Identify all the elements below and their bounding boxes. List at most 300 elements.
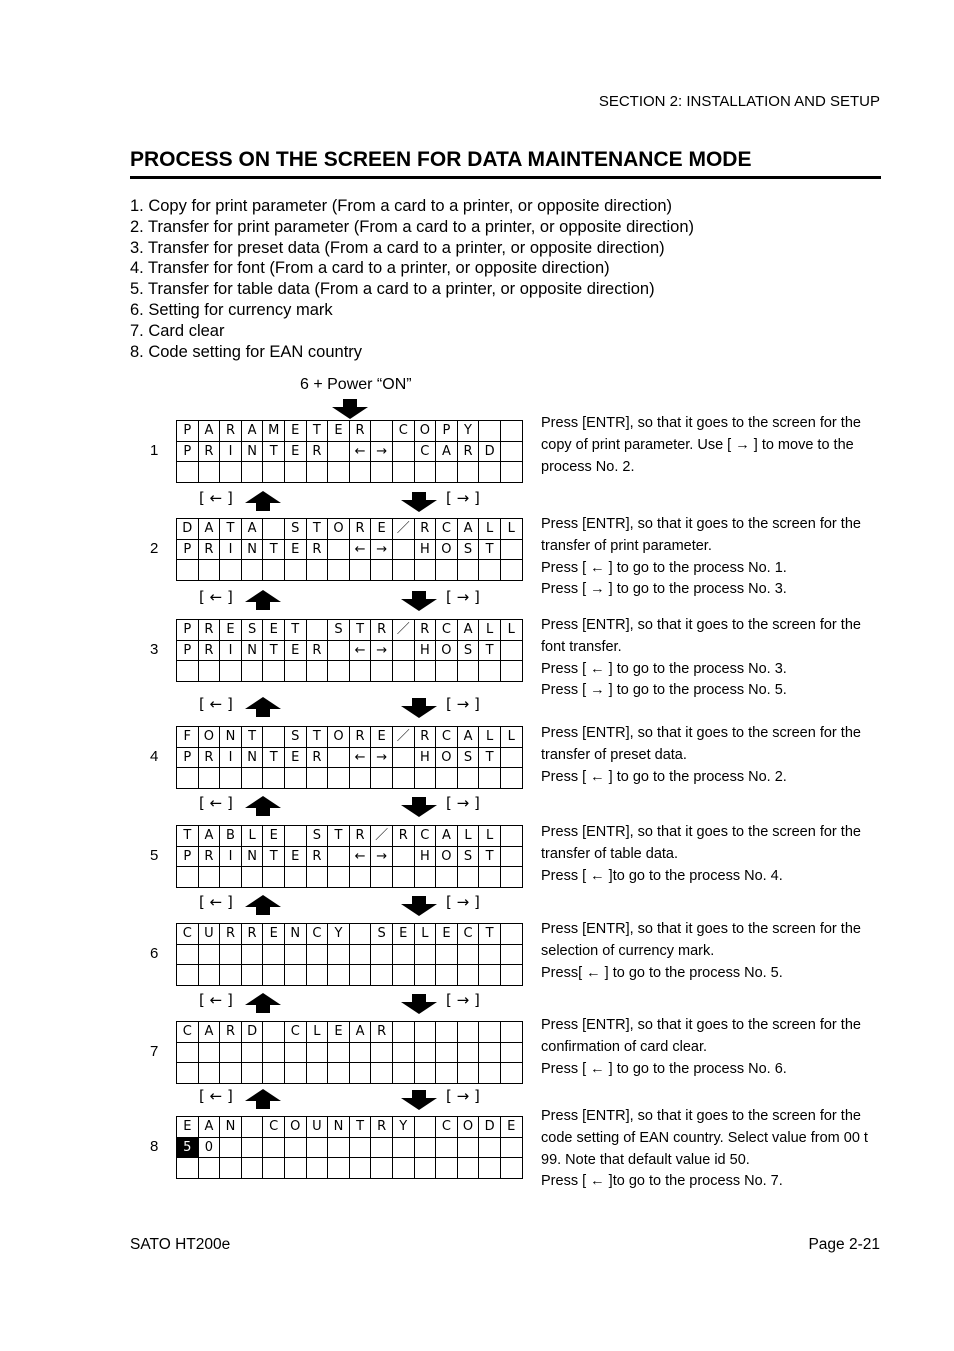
lcd-cell xyxy=(198,944,220,965)
lcd-cell: C xyxy=(306,924,328,945)
lcd-cell xyxy=(349,867,371,888)
lcd-cell xyxy=(198,1063,220,1084)
lcd-cell xyxy=(284,1063,306,1084)
lcd-cell: S xyxy=(457,846,479,867)
lcd-cell xyxy=(220,462,242,483)
lcd-cell xyxy=(241,867,263,888)
lcd-cell: I xyxy=(220,640,242,661)
lcd-cell: O xyxy=(328,727,350,748)
lcd-row xyxy=(177,1137,523,1158)
lcd-cell xyxy=(220,1063,242,1084)
lcd-cell: ← xyxy=(349,441,371,462)
lcd-row xyxy=(177,747,523,768)
lcd-cell xyxy=(500,826,522,847)
lcd-cell xyxy=(263,944,285,965)
lcd-cell xyxy=(241,944,263,965)
lcd-cell xyxy=(328,944,350,965)
lcd-cell xyxy=(392,441,414,462)
lcd-cell: O xyxy=(436,539,458,560)
page-title: PROCESS ON THE SCREEN FOR DATA MAINTENANCE MODE xyxy=(130,148,881,179)
process-description xyxy=(541,1015,884,1080)
lcd-cell: E xyxy=(263,826,285,847)
lcd-cell: P xyxy=(177,846,199,867)
process-number: 4 xyxy=(150,748,159,765)
lcd-cell xyxy=(479,944,501,965)
lcd-cell xyxy=(457,1042,479,1063)
lcd-cell xyxy=(500,1022,522,1043)
lcd-cell: L xyxy=(479,620,501,641)
lcd-cell xyxy=(241,1063,263,1084)
lcd-cell xyxy=(306,944,328,965)
lcd-cell xyxy=(457,965,479,986)
mode-item: 7. Card clear xyxy=(130,321,225,340)
lcd-row xyxy=(177,560,523,581)
lcd-cell: O xyxy=(436,747,458,768)
lcd-cell xyxy=(177,867,199,888)
lcd-cell: B xyxy=(220,826,242,847)
lcd-cell: R xyxy=(198,620,220,641)
lcd-cell xyxy=(306,867,328,888)
lcd-cell: T xyxy=(479,846,501,867)
lcd-cell: → xyxy=(371,846,393,867)
lcd-cell: N xyxy=(284,924,306,945)
lcd-cell: → xyxy=(371,747,393,768)
lcd-cell: R xyxy=(349,727,371,748)
description-line: selection of currency mark. xyxy=(541,942,715,959)
down-arrow-icon xyxy=(399,896,439,916)
lcd-cell: R xyxy=(198,846,220,867)
lcd-cell xyxy=(263,519,285,540)
lcd-cell: I xyxy=(220,539,242,560)
lcd-cell xyxy=(392,560,414,581)
description-line: Press [ENTR], so that it goes to the screen for the xyxy=(541,415,861,431)
lcd-cell xyxy=(414,1022,436,1043)
lcd-cell: O xyxy=(436,640,458,661)
up-arrow-icon xyxy=(243,590,283,610)
nav-right-label: [ → ] xyxy=(446,794,480,812)
lcd-cell xyxy=(263,560,285,581)
lcd-cell xyxy=(392,965,414,986)
description-line: Press [ ← ]to go to the process No. 4. xyxy=(541,867,783,884)
mode-item: 6. Setting for currency mark xyxy=(130,300,333,319)
lcd-cell xyxy=(177,1158,199,1179)
lcd-cell xyxy=(306,1063,328,1084)
lcd-cell xyxy=(414,560,436,581)
lcd-cell xyxy=(371,421,393,442)
lcd-cell xyxy=(479,768,501,789)
lcd-cell xyxy=(500,747,522,768)
lcd-cell xyxy=(457,560,479,581)
description-line: Press [ENTR], so that it goes to the screen for the xyxy=(541,516,861,532)
lcd-cell: N xyxy=(220,1117,242,1138)
nav-right-label: [ → ] xyxy=(446,588,480,606)
lcd-cell xyxy=(457,1137,479,1158)
lcd-cell xyxy=(500,768,522,789)
lcd-cell: D xyxy=(479,441,501,462)
lcd-cell xyxy=(436,560,458,581)
nav-right-label: [ → ] xyxy=(446,1087,480,1105)
lcd-cell xyxy=(328,462,350,483)
lcd-cell xyxy=(263,965,285,986)
lcd-cell: H xyxy=(414,539,436,560)
lcd-cell xyxy=(414,661,436,682)
lcd-cell xyxy=(306,1137,328,1158)
lcd-cell: T xyxy=(479,747,501,768)
lcd-cell xyxy=(241,462,263,483)
description-line: Press [ → ] to go to the process No. 3. xyxy=(541,581,787,598)
process-description xyxy=(541,1106,884,1193)
description-line: Press [ ← ] to go to the process No. 3. xyxy=(541,660,787,677)
lcd-cell xyxy=(500,560,522,581)
lcd-cell: E xyxy=(284,421,306,442)
lcd-cell: O xyxy=(436,846,458,867)
lcd-cell xyxy=(198,661,220,682)
lcd-cell: E xyxy=(284,539,306,560)
lcd-screen xyxy=(176,1116,523,1179)
lcd-cell xyxy=(392,661,414,682)
up-arrow-icon xyxy=(243,993,283,1013)
lcd-cell xyxy=(328,747,350,768)
lcd-cell xyxy=(414,1158,436,1179)
description-line: Press [ENTR], so that it goes to the screen for the xyxy=(541,824,861,840)
lcd-cell: C xyxy=(284,1022,306,1043)
lcd-cell xyxy=(220,768,242,789)
lcd-cell: L xyxy=(457,826,479,847)
lcd-cell xyxy=(241,661,263,682)
lcd-cell xyxy=(457,661,479,682)
lcd-cell xyxy=(500,924,522,945)
description-line: code setting of EAN country. Select value from 00 t xyxy=(541,1129,868,1146)
lcd-cell: R xyxy=(349,519,371,540)
lcd-row xyxy=(177,965,523,986)
process-description xyxy=(541,413,884,478)
lcd-cell xyxy=(371,965,393,986)
lcd-cell: L xyxy=(500,519,522,540)
lcd-row xyxy=(177,1042,523,1063)
lcd-cell xyxy=(198,1158,220,1179)
lcd-cell xyxy=(371,1063,393,1084)
lcd-cell xyxy=(328,1158,350,1179)
lcd-cell: R xyxy=(371,1022,393,1043)
lcd-cell: C xyxy=(177,924,199,945)
lcd-cell: S xyxy=(457,640,479,661)
lcd-cell: O xyxy=(457,1117,479,1138)
lcd-cell xyxy=(392,1042,414,1063)
up-arrow-icon xyxy=(243,697,283,717)
description-line: transfer of table data. xyxy=(541,845,679,862)
lcd-cell xyxy=(500,539,522,560)
lcd-cell xyxy=(263,727,285,748)
lcd-cell xyxy=(306,768,328,789)
mode-list xyxy=(130,196,694,362)
lcd-cell: H xyxy=(414,640,436,661)
description-line: transfer of preset data. xyxy=(541,746,687,763)
lcd-cell xyxy=(479,560,501,581)
nav-left-label: [ ← ] xyxy=(199,794,233,812)
lcd-row xyxy=(177,441,523,462)
mode-item: 2. Transfer for print parameter (From a card to a printer, or opposite direction) xyxy=(130,217,694,236)
lcd-cell xyxy=(500,965,522,986)
description-line: transfer of print parameter. xyxy=(541,537,712,554)
lcd-cell xyxy=(306,1042,328,1063)
lcd-cell: E xyxy=(371,727,393,748)
lcd-screen xyxy=(176,619,523,682)
lcd-cell xyxy=(392,747,414,768)
description-line: Press[ ← ] to go to the process No. 5. xyxy=(541,964,783,981)
lcd-cell: N xyxy=(241,441,263,462)
power-on-label: 6 + Power “ON” xyxy=(300,376,412,393)
lcd-cell: A xyxy=(198,1117,220,1138)
lcd-row xyxy=(177,1158,523,1179)
lcd-cell: P xyxy=(177,421,199,442)
lcd-cell xyxy=(263,661,285,682)
lcd-cell xyxy=(392,640,414,661)
lcd-cell xyxy=(414,1117,436,1138)
lcd-cell: N xyxy=(241,747,263,768)
lcd-cell: L xyxy=(241,826,263,847)
lcd-cell: I xyxy=(220,747,242,768)
lcd-cell xyxy=(241,1042,263,1063)
lcd-cell xyxy=(220,1042,242,1063)
lcd-cell: R xyxy=(220,1022,242,1043)
lcd-cell: R xyxy=(306,846,328,867)
lcd-cell xyxy=(479,661,501,682)
process-description xyxy=(541,514,884,601)
lcd-cell: P xyxy=(177,747,199,768)
lcd-cell xyxy=(349,965,371,986)
lcd-cell xyxy=(349,944,371,965)
lcd-cell xyxy=(306,1158,328,1179)
down-arrow-icon xyxy=(399,994,439,1014)
lcd-cell xyxy=(241,1158,263,1179)
lcd-cell xyxy=(457,1063,479,1084)
lcd-cell xyxy=(284,1158,306,1179)
nav-right-label: [ → ] xyxy=(446,489,480,507)
lcd-cell: S xyxy=(284,727,306,748)
lcd-cell xyxy=(500,867,522,888)
lcd-cell: T xyxy=(263,846,285,867)
lcd-cell: O xyxy=(414,421,436,442)
lcd-row xyxy=(177,768,523,789)
lcd-cell xyxy=(284,661,306,682)
lcd-cell: C xyxy=(436,519,458,540)
lcd-cell: L xyxy=(414,924,436,945)
lcd-cell: O xyxy=(328,519,350,540)
lcd-cell xyxy=(479,867,501,888)
lcd-cell xyxy=(436,944,458,965)
lcd-screen xyxy=(176,420,523,483)
lcd-cell xyxy=(306,661,328,682)
lcd-cell xyxy=(371,560,393,581)
lcd-cell xyxy=(414,1063,436,1084)
lcd-cell xyxy=(263,1137,285,1158)
lcd-row xyxy=(177,924,523,945)
lcd-row xyxy=(177,1063,523,1084)
lcd-cell: S xyxy=(457,747,479,768)
lcd-cell xyxy=(371,462,393,483)
lcd-cell: M xyxy=(263,421,285,442)
lcd-cell xyxy=(392,1022,414,1043)
description-line: Press [ ← ]to go to the process No. 7. xyxy=(541,1173,783,1190)
lcd-cell: R xyxy=(306,640,328,661)
lcd-cell: ← xyxy=(349,539,371,560)
description-line: font transfer. xyxy=(541,638,622,655)
down-arrow-icon xyxy=(330,399,370,419)
lcd-cell: F xyxy=(177,727,199,748)
lcd-cell: I xyxy=(220,846,242,867)
lcd-cell xyxy=(241,1137,263,1158)
lcd-cell xyxy=(457,768,479,789)
lcd-cell: N xyxy=(241,539,263,560)
lcd-cell: T xyxy=(479,924,501,945)
lcd-cell: T xyxy=(349,620,371,641)
lcd-screen xyxy=(176,518,523,581)
process-description xyxy=(541,822,884,887)
lcd-cell: R xyxy=(198,640,220,661)
lcd-cell xyxy=(436,462,458,483)
lcd-cell xyxy=(328,661,350,682)
description-line: Press [ENTR], so that it goes to the screen for the xyxy=(541,921,861,937)
lcd-cell xyxy=(500,640,522,661)
lcd-cell xyxy=(436,661,458,682)
description-line: confirmation of card clear. xyxy=(541,1038,708,1055)
lcd-cell: T xyxy=(263,747,285,768)
lcd-cell xyxy=(328,441,350,462)
nav-left-label: [ ← ] xyxy=(199,695,233,713)
lcd-cell xyxy=(392,867,414,888)
lcd-cell xyxy=(392,846,414,867)
lcd-cell xyxy=(500,441,522,462)
lcd-cell: C xyxy=(414,826,436,847)
lcd-cell: A xyxy=(198,519,220,540)
lcd-cell xyxy=(349,1158,371,1179)
lcd-cell xyxy=(371,768,393,789)
lcd-cell xyxy=(349,1042,371,1063)
lcd-cell: T xyxy=(479,539,501,560)
lcd-cell xyxy=(436,1063,458,1084)
lcd-cell xyxy=(220,1158,242,1179)
lcd-cell: R xyxy=(457,441,479,462)
lcd-cell xyxy=(220,965,242,986)
lcd-cell xyxy=(263,768,285,789)
lcd-cell: L xyxy=(306,1022,328,1043)
lcd-cell: L xyxy=(500,727,522,748)
lcd-cell: C xyxy=(436,620,458,641)
lcd-cell xyxy=(220,661,242,682)
lcd-cell xyxy=(371,1158,393,1179)
lcd-cell: ← xyxy=(349,846,371,867)
lcd-cell xyxy=(479,462,501,483)
lcd-cell xyxy=(414,768,436,789)
description-line: Press [ ← ] to go to the process No. 6. xyxy=(541,1060,787,1077)
lcd-cell: E xyxy=(177,1117,199,1138)
lcd-cell: ← xyxy=(349,640,371,661)
lcd-cell: E xyxy=(263,620,285,641)
lcd-cell: N xyxy=(328,1117,350,1138)
lcd-cell xyxy=(392,1158,414,1179)
lcd-cell: R xyxy=(349,826,371,847)
lcd-cell: A xyxy=(241,519,263,540)
lcd-cell xyxy=(328,640,350,661)
lcd-cell: E xyxy=(220,620,242,641)
lcd-cell xyxy=(220,867,242,888)
description-line: copy of print parameter. Use [ → ] to move to the xyxy=(541,436,854,453)
lcd-cell xyxy=(371,867,393,888)
lcd-cell: O xyxy=(284,1117,306,1138)
lcd-cell xyxy=(371,1042,393,1063)
process-description xyxy=(541,723,884,788)
nav-left-label: [ ← ] xyxy=(199,588,233,606)
lcd-cell: T xyxy=(177,826,199,847)
lcd-cell xyxy=(263,1042,285,1063)
process-number: 3 xyxy=(150,641,159,658)
lcd-cell xyxy=(177,462,199,483)
lcd-cell xyxy=(457,462,479,483)
lcd-row xyxy=(177,727,523,748)
lcd-cell: L xyxy=(500,620,522,641)
lcd-cell xyxy=(177,661,199,682)
nav-right-label: [ → ] xyxy=(446,695,480,713)
mode-item: 8. Code setting for EAN country xyxy=(130,342,363,361)
lcd-cell: I xyxy=(220,441,242,462)
lcd-cell xyxy=(284,826,306,847)
lcd-cell xyxy=(263,867,285,888)
lcd-cell xyxy=(479,421,501,442)
lcd-cell: R xyxy=(306,539,328,560)
lcd-cell: P xyxy=(177,620,199,641)
description-line: Press [ENTR], so that it goes to the screen for the xyxy=(541,1108,861,1124)
lcd-screen xyxy=(176,726,523,789)
lcd-cell: E xyxy=(284,441,306,462)
down-arrow-icon xyxy=(399,591,439,611)
lcd-cell: S xyxy=(371,924,393,945)
nav-right-label: [ → ] xyxy=(446,991,480,1009)
lcd-screen xyxy=(176,825,523,888)
lcd-cell: R xyxy=(414,620,436,641)
mode-item: 4. Transfer for font (From a card to a printer, or opposite direction) xyxy=(130,259,610,278)
lcd-cell xyxy=(328,965,350,986)
down-arrow-icon xyxy=(399,1090,439,1110)
lcd-cell xyxy=(500,1158,522,1179)
lcd-cell xyxy=(177,1042,199,1063)
lcd-cell xyxy=(241,1117,263,1138)
lcd-cell xyxy=(414,965,436,986)
lcd-cell: 0 xyxy=(198,1137,220,1158)
lcd-cell: R xyxy=(349,421,371,442)
lcd-cell xyxy=(500,1042,522,1063)
lcd-cell: E xyxy=(392,924,414,945)
lcd-row xyxy=(177,661,523,682)
lcd-row xyxy=(177,539,523,560)
lcd-cell xyxy=(436,965,458,986)
lcd-cell: P xyxy=(177,441,199,462)
lcd-cell xyxy=(457,944,479,965)
process-number: 2 xyxy=(150,540,159,557)
lcd-cell xyxy=(284,462,306,483)
lcd-cell xyxy=(457,867,479,888)
lcd-cell xyxy=(328,768,350,789)
nav-left-label: [ ← ] xyxy=(199,489,233,507)
lcd-cell: R xyxy=(220,924,242,945)
description-line: 99. Note that default value id 50. xyxy=(541,1151,750,1168)
lcd-cell xyxy=(241,560,263,581)
lcd-cell: C xyxy=(436,727,458,748)
lcd-cell xyxy=(479,1063,501,1084)
description-line: Press [ ← ] to go to the process No. 2. xyxy=(541,768,787,785)
lcd-cell: R xyxy=(220,421,242,442)
lcd-cell xyxy=(436,1158,458,1179)
lcd-row xyxy=(177,1117,523,1138)
